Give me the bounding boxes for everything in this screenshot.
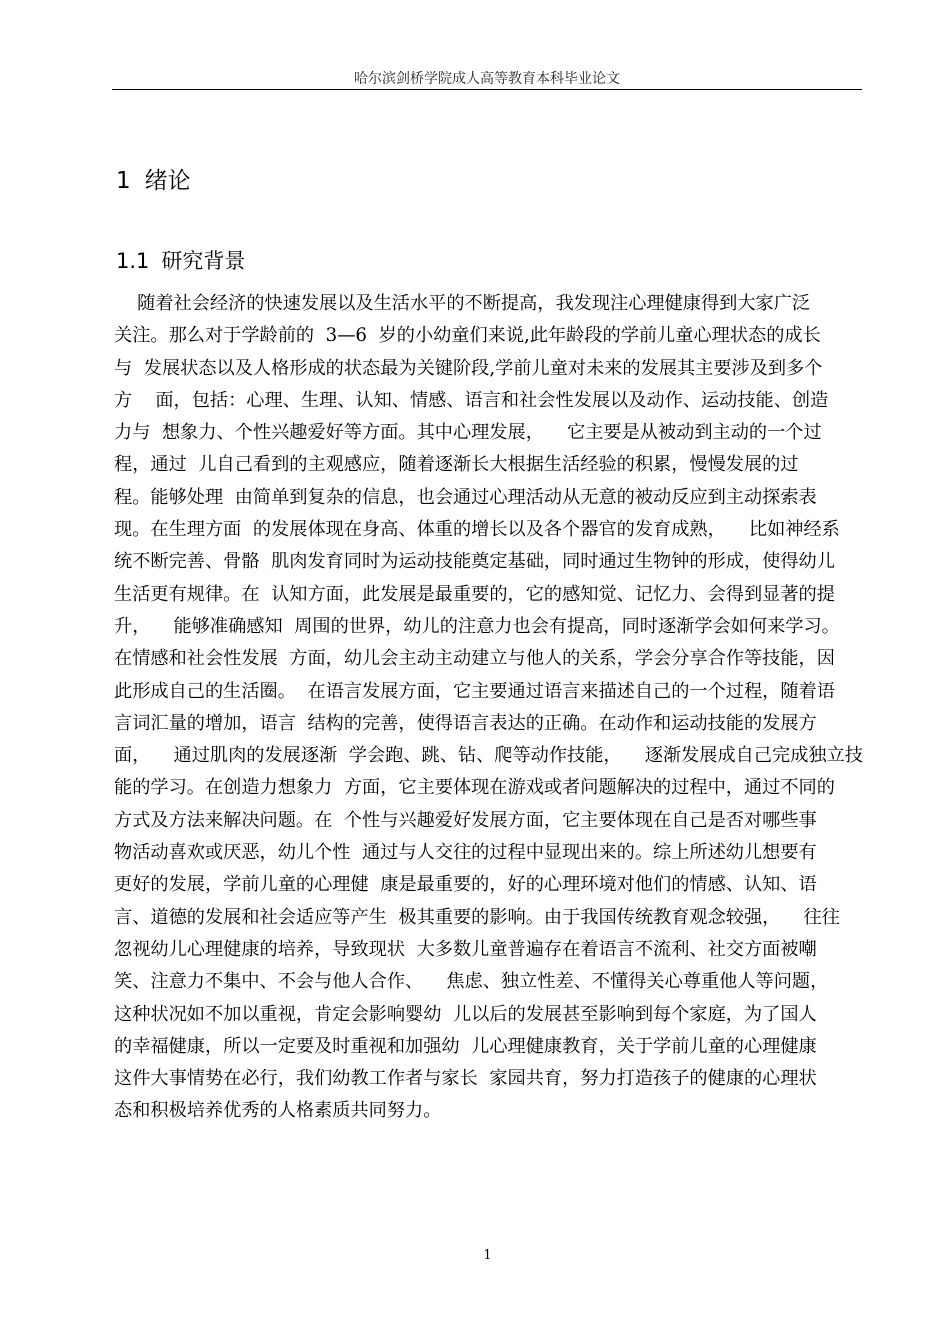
- body-line: 言词汇量的增加，语言 结构的完善，使得语言表达的正确。在动作和运动技能的发展方: [114, 712, 817, 734]
- body-line: 更好的发展，学前儿童的心理健 康是最重要的，好的心理环境对他们的情感、认知、语: [114, 874, 817, 896]
- body-line: 关注。那么对于学龄前的 3—6 岁的小幼童们来说,此年龄段的学前儿童心理状态的成长: [114, 325, 821, 347]
- chapter-number: 1: [116, 168, 131, 194]
- body-line: 程，通过 儿自己看到的主观感应，随着逐渐长大根据生活经验的积累，慢慢发展的过: [114, 454, 799, 476]
- body-line: 现。在生理方面 的发展体现在身高、体重的增长以及各个器官的发育成熟， 比如神经系: [114, 519, 840, 541]
- body-line: 与 发展状态以及人格形成的状态最为关键阶段,学前儿童对未来的发展其主要涉及到多个: [114, 357, 823, 379]
- header-rule: [112, 89, 862, 90]
- page-number: 1: [483, 1248, 492, 1263]
- body-line: 在情感和社会性发展 方面，幼儿会主动主动建立与他人的关系，学会分享合作等技能，因: [114, 648, 835, 670]
- section-title: 研究背景: [161, 249, 246, 273]
- chapter-heading: [116, 162, 191, 195]
- body-line: 忽视幼儿心理健康的培养，导致现状 大多数儿童普遍存在着语言不流利、社交方面被嘲: [114, 938, 817, 960]
- body-line: 随着社会经济的快速发展以及生活水平的不断提高，我发现注心理健康得到大家广泛: [114, 293, 811, 314]
- section-number: 1.1: [116, 249, 150, 273]
- body-line: 升， 能够准确感知 周围的世界，幼儿的注意力也会有提高，同时逐渐学会如何来学习。: [114, 615, 840, 637]
- body-line: 统不断完善、骨骼 肌肉发育同时为运动技能奠定基础，同时通过生物钟的形成，使得幼儿: [114, 551, 835, 573]
- body-line: 态和积极培养优秀的人格素质共同努力。: [114, 1100, 442, 1122]
- body-line: 面， 通过肌肉的发展逐渐 学会跑、跳、钻、爬等动作技能， 逐渐发展成自己完成独立技: [114, 745, 863, 767]
- body-line: 此形成自己的生活圈。 在语言发展方面，它主要通过语言来描述自己的一个过程，随着语: [114, 680, 835, 702]
- body-line: 力与 想象力、个性兴趣爱好等方面。其中心理发展， 它主要是从被动到主动的一个过: [114, 422, 822, 444]
- body-paragraph: [114, 288, 870, 1128]
- chapter-title: 绪论: [144, 168, 191, 194]
- body-line: 这种状况如不加以重视，肯定会影响婴幼 儿以后的发展甚至影响到每个家庭，为了国人: [114, 1003, 817, 1025]
- body-line: 物活动喜欢或厌恶，幼儿个性 通过与人交往的过程中显现出来的。综上所述幼儿想要有: [114, 842, 817, 864]
- section-heading: [116, 245, 245, 275]
- body-line: 言、道德的发展和社会适应等产生 极其重要的影响。由于我国传统教育观念较强， 往往: [114, 906, 840, 928]
- body-line: 生活更有规律。在 认知方面，此发展是最重要的，它的感知觉、记忆力、会得到显著的提: [114, 583, 835, 605]
- body-line: 这件大事情势在必行，我们幼教工作者与家长 家园共育，努力打造孩子的健康的心理状: [114, 1068, 817, 1090]
- body-line: 笑、注意力不集中、不会与他人合作、 焦虑、独立性差、不懂得关心尊重他人等问题，: [114, 971, 829, 993]
- body-line: 方 面，包括：心理、生理、认知、情感、语言和社会性发展以及动作、运动技能、创造: [114, 389, 829, 411]
- body-line: 方式及方法来解决问题。在 个性与兴趣爱好发展方面，它主要体现在自己是否对哪些事: [114, 809, 817, 831]
- body-line: 的幸福健康，所以一定要及时重视和加强幼 儿心理健康教育，关于学前儿童的心理健康: [114, 1035, 817, 1057]
- running-header: 哈尔滨剑桥学院成人高等教育本科毕业论文: [354, 71, 620, 87]
- body-line: 程。能够处理 由简单到复杂的信息，也会通过心理活动从无意的被动反应到主动探索表: [114, 486, 817, 508]
- body-line: 能的学习。在创造力想象力 方面，它主要体现在游戏或者问题解决的过程中，通过不同的: [114, 777, 835, 799]
